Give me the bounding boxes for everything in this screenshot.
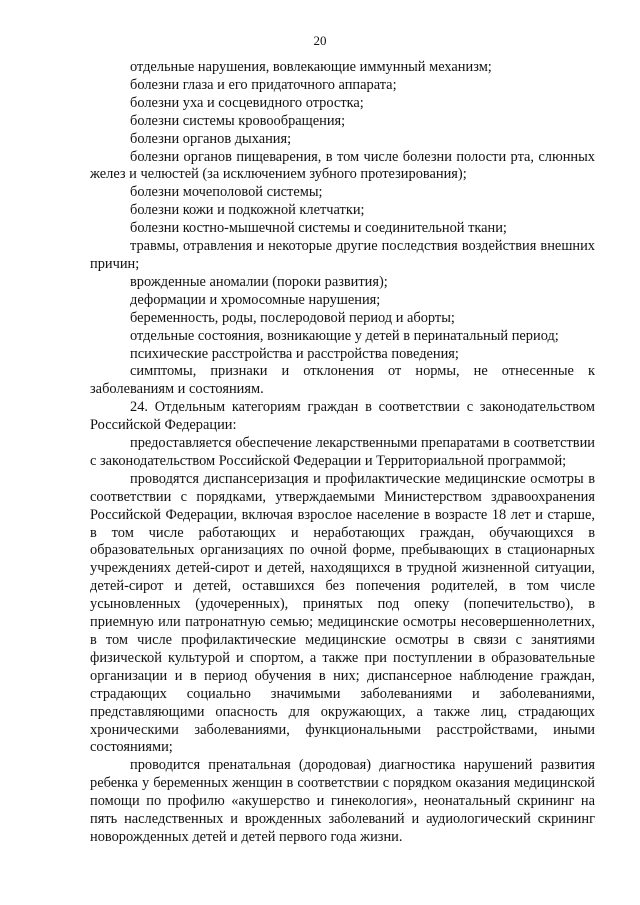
- list-item-mental-disorders: психические расстройства и расстройства поведения;: [130, 345, 459, 362]
- list-item-skin-diseases: болезни кожи и подкожной клетчатки;: [130, 202, 365, 219]
- list-item-chromosomal-disorders: деформации и хромосомные нарушения;: [130, 291, 381, 308]
- list-item-pregnancy: беременность, роды, послеродовой период и аборты;: [130, 309, 455, 326]
- list-item-digestive-diseases: болезни органов пищеварения, в том числе болезни полости рта, слюнных желез и челюстей (за исключением зубного протезирования);: [90, 148, 595, 183]
- list-item-ear-diseases: болезни уха и сосцевидного отростка;: [130, 94, 364, 111]
- paragraph-dispensary-examinations: проводятся диспансеризация и профилактические медицинские осмотры в соответствии с порядками, утверждаемыми Министерством здравоохранения Российской Федерации, включая взрослое население в возрасте 18 лет и старше, в том числе работающих и неработающих граждан, обучающихся в образовательных организациях по очной форме, пребывающих в стационарных учреждениях детей-сирот и детей, находящихся в трудной жизненной ситуации, детей-сирот и детей, оставшихся без попечения родителей, в том числе усыновленных (удочеренных), принятых под опеку (попечительство), в приемную или патронатную семью; медицинские осмотры несовершеннолетних, в том числе профилактические медицинские осмотры в связи с занятиями физической культурой и спортом, а также при поступлении в образовательные организации и в период обучения в них; диспансерное наблюдение граждан, страдающих социально значимыми заболеваниями и заболеваниями, представляющими опасность для окружающих, а также лиц, страдающих хроническими заболеваниями, функциональными расстройствами, иными состояниями;: [90, 470, 595, 756]
- list-item-congenital-anomalies: врожденные аномалии (пороки развития);: [130, 273, 388, 290]
- page-number: 20: [313, 33, 327, 48]
- list-item-genitourinary-diseases: болезни мочеполовой системы;: [130, 184, 323, 201]
- list-item-respiratory-diseases: болезни органов дыхания;: [130, 130, 292, 147]
- section-24-heading: 24. Отдельным категориям граждан в соответствии с законодательством Российской Федерации:: [90, 399, 595, 434]
- list-item-injuries: травмы, отравления и некоторые другие последствия воздействия внешних причин;: [90, 238, 595, 272]
- paragraph-medication-provision: предоставляется обеспечение лекарственными препаратами в соответствии с законодательством Российской Федерации и Территориальной программой;: [90, 435, 595, 469]
- list-item-immune-disorders: отдельные нарушения, вовлекающие иммунный механизм;: [130, 59, 492, 75]
- document-body: [90, 59, 595, 847]
- list-item-perinatal-conditions: отдельные состояния, возникающие у детей в перинатальный период;: [130, 327, 559, 344]
- list-item-circulatory-diseases: болезни системы кровообращения;: [130, 112, 346, 129]
- list-item-musculoskeletal-diseases: болезни костно-мышечной системы и соединительной ткани;: [130, 220, 507, 237]
- list-item-symptoms: симптомы, признаки и отклонения от нормы, не отнесенные к заболеваниям и состояниям.: [90, 363, 595, 398]
- list-item-eye-diseases: болезни глаза и его придаточного аппарата;: [130, 76, 397, 93]
- paragraph-prenatal-diagnostics: проводится пренатальная (дородовая) диагностика нарушений развития ребенка у беременных женщин в соответствии с порядком оказания медицинской помощи по профилю «акушерство и гинекология», неонатальный скрининг на пять наследственных и врожденных заболеваний и аудиологический скрининг новорожденных детей и детей первого года жизни.: [90, 757, 595, 845]
